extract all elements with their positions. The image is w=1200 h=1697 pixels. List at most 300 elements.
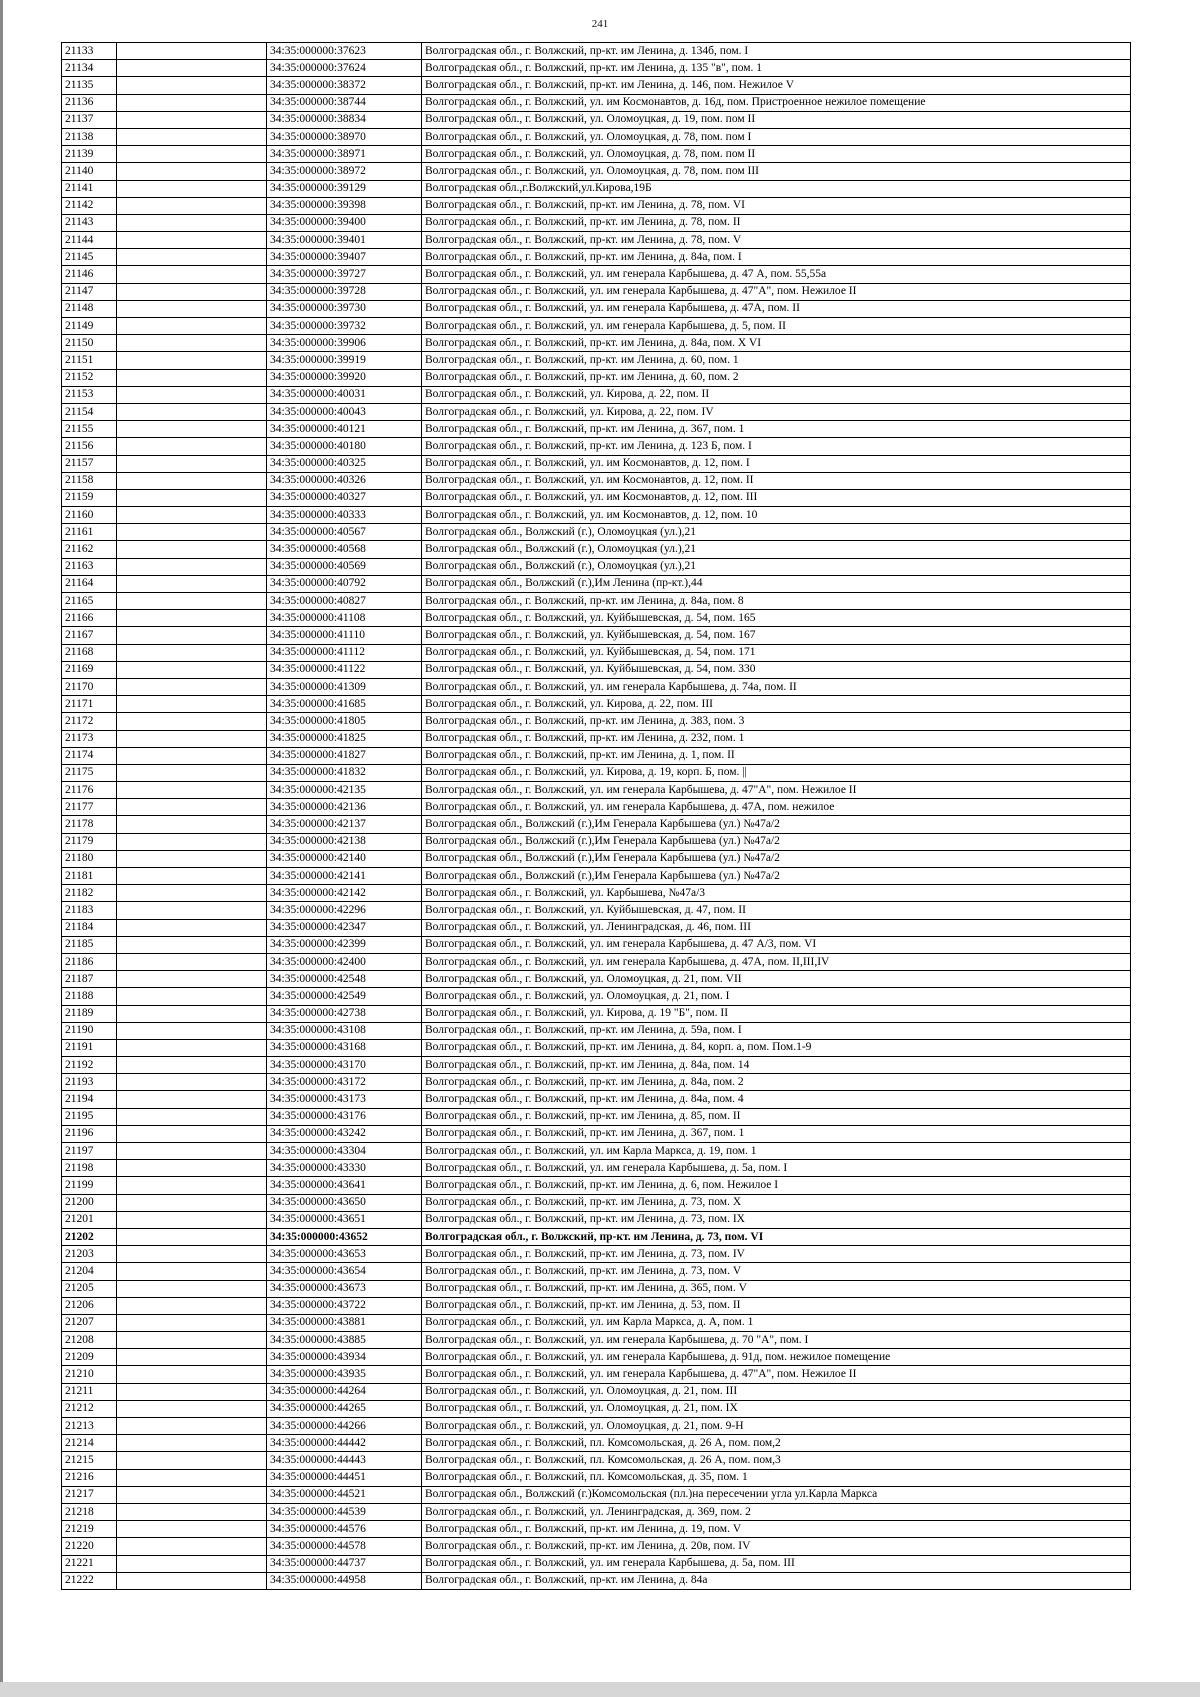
empty-cell (117, 283, 267, 300)
row-number: 21164 (62, 575, 117, 592)
cadastral-number: 34:35:000000:41805 (267, 713, 422, 730)
cadastral-number: 34:35:000000:40792 (267, 575, 422, 592)
empty-cell (117, 489, 267, 506)
empty-cell (117, 1555, 267, 1572)
address: Волгоградская обл., г. Волжский, пр-кт. им Ленина, д. 78, пом. V (422, 232, 1131, 249)
empty-cell (117, 1108, 267, 1125)
row-number: 21177 (62, 799, 117, 816)
empty-cell (117, 730, 267, 747)
table-row (62, 369, 1131, 386)
empty-cell (117, 300, 267, 317)
cadastral-number: 34:35:000000:43651 (267, 1211, 422, 1228)
empty-cell (117, 1246, 267, 1263)
page-number: 241 (591, 18, 609, 30)
cadastral-number: 34:35:000000:44539 (267, 1503, 422, 1520)
table-row (62, 1125, 1131, 1142)
row-number: 21190 (62, 1022, 117, 1039)
empty-cell (117, 1039, 267, 1056)
cadastral-number: 34:35:000000:43168 (267, 1039, 422, 1056)
address: Волгоградская обл., г. Волжский, ул. Ленинградская, д. 46, пом. III (422, 919, 1131, 936)
address: Волгоградская обл., г. Волжский, ул. Куйбышевская, д. 54, пом. 330 (422, 661, 1131, 678)
table-row (62, 713, 1131, 730)
address: Волгоградская обл., г. Волжский, пр-кт. им Ленина, д. 84а, пом. X VI (422, 335, 1131, 352)
cadastral-number: 34:35:000000:38744 (267, 94, 422, 111)
cadastral-number: 34:35:000000:41825 (267, 730, 422, 747)
empty-cell (117, 1177, 267, 1194)
address: Волгоградская обл., г. Волжский, ул. им генерала Карбышева, д. 5, пом. II (422, 318, 1131, 335)
address: Волгоградская обл., г. Волжский, пл. Комсомольская, д. 26 А, пом. пом,2 (422, 1435, 1131, 1452)
table-row (62, 94, 1131, 111)
empty-cell (117, 850, 267, 867)
row-number: 21214 (62, 1435, 117, 1452)
address: Волгоградская обл., г. Волжский, пр-кт. им Ленина, д. 84а, пом. 4 (422, 1091, 1131, 1108)
row-number: 21206 (62, 1297, 117, 1314)
cadastral-number: 34:35:000000:39407 (267, 249, 422, 266)
empty-cell (117, 1521, 267, 1538)
row-number: 21216 (62, 1469, 117, 1486)
address: Волгоградская обл., г. Волжский, пр-кт. им Ленина, д. 84а, пом. I (422, 249, 1131, 266)
table-row (62, 507, 1131, 524)
cadastral-number: 34:35:000000:39728 (267, 283, 422, 300)
cadastral-number: 34:35:000000:39401 (267, 232, 422, 249)
table-row (62, 1297, 1131, 1314)
cadastral-number: 34:35:000000:39129 (267, 180, 422, 197)
table-row (62, 1074, 1131, 1091)
cadastral-number: 34:35:000000:42136 (267, 799, 422, 816)
table-row (62, 249, 1131, 266)
table-row (62, 1486, 1131, 1503)
cadastral-table (61, 42, 1131, 1590)
cadastral-number: 34:35:000000:40326 (267, 472, 422, 489)
row-number: 21202 (62, 1228, 117, 1245)
address: Волгоградская обл., г. Волжский, ул. Оломоуцкая, д. 21, пом. VII (422, 971, 1131, 988)
empty-cell (117, 335, 267, 352)
row-number: 21161 (62, 524, 117, 541)
table-row (62, 953, 1131, 970)
cadastral-number: 34:35:000000:40043 (267, 403, 422, 420)
address: Волгоградская обл., г. Волжский, пр-кт. им Ленина, д. 73, пом. X (422, 1194, 1131, 1211)
address: Волгоградская обл., г. Волжский, ул. им генерала Карбышева, д. 47"А", пом. Нежилое II (422, 283, 1131, 300)
address: Волгоградская обл., г. Волжский, пр-кт. им Ленина, д. 367, пом. 1 (422, 421, 1131, 438)
cadastral-number: 34:35:000000:40569 (267, 558, 422, 575)
row-number: 21178 (62, 816, 117, 833)
empty-cell (117, 318, 267, 335)
row-number: 21142 (62, 197, 117, 214)
table-body (62, 43, 1131, 1590)
row-number: 21147 (62, 283, 117, 300)
empty-cell (117, 644, 267, 661)
row-number: 21209 (62, 1349, 117, 1366)
cadastral-number: 34:35:000000:43722 (267, 1297, 422, 1314)
empty-cell (117, 593, 267, 610)
address: Волгоградская обл., г. Волжский, ул. им генерала Карбышева, д. 47"А", пом. Нежилое II (422, 1366, 1131, 1383)
cadastral-number: 34:35:000000:44578 (267, 1538, 422, 1555)
cadastral-number: 34:35:000000:44442 (267, 1435, 422, 1452)
row-number: 21144 (62, 232, 117, 249)
address: Волгоградская обл., г. Волжский, ул. им генерала Карбышева, д. 47 А, пом. 55,55а (422, 266, 1131, 283)
row-number: 21163 (62, 558, 117, 575)
cadastral-number: 34:35:000000:42137 (267, 816, 422, 833)
cadastral-number: 34:35:000000:38972 (267, 163, 422, 180)
cadastral-number: 34:35:000000:43935 (267, 1366, 422, 1383)
cadastral-number: 34:35:000000:44451 (267, 1469, 422, 1486)
address: Волгоградская обл., г. Волжский, пр-кт. им Ленина, д. 78, пом. II (422, 214, 1131, 231)
table-row (62, 1366, 1131, 1383)
table-row (62, 1143, 1131, 1160)
table-row (62, 885, 1131, 902)
empty-cell (117, 885, 267, 902)
empty-cell (117, 94, 267, 111)
cadastral-number: 34:35:000000:43641 (267, 1177, 422, 1194)
table-row (62, 1280, 1131, 1297)
cadastral-number: 34:35:000000:43170 (267, 1057, 422, 1074)
address: Волгоградская обл., г. Волжский, пр-кт. им Ленина, д. 20в, пом. IV (422, 1538, 1131, 1555)
empty-cell (117, 1211, 267, 1228)
cadastral-number: 34:35:000000:39398 (267, 197, 422, 214)
row-number: 21149 (62, 318, 117, 335)
row-number: 21137 (62, 111, 117, 128)
empty-cell (117, 782, 267, 799)
row-number: 21150 (62, 335, 117, 352)
cadastral-number: 34:35:000000:42400 (267, 953, 422, 970)
address: Волгоградская обл., Волжский (г.),Им Генерала Карбышева (ул.) №47а/2 (422, 868, 1131, 885)
address: Волгоградская обл., г. Волжский, пр-кт. им Ленина, д. 19, пом. V (422, 1521, 1131, 1538)
table-row (62, 318, 1131, 335)
table-row (62, 1005, 1131, 1022)
table-row (62, 1503, 1131, 1520)
cadastral-number: 34:35:000000:38834 (267, 111, 422, 128)
row-number: 21136 (62, 94, 117, 111)
row-number: 21160 (62, 507, 117, 524)
table-row (62, 730, 1131, 747)
empty-cell (117, 128, 267, 145)
row-number: 21187 (62, 971, 117, 988)
empty-cell (117, 249, 267, 266)
row-number: 21155 (62, 421, 117, 438)
cadastral-number: 34:35:000000:39400 (267, 214, 422, 231)
table-row (62, 782, 1131, 799)
table-row (62, 575, 1131, 592)
empty-cell (117, 1383, 267, 1400)
address: Волгоградская обл., г. Волжский, пр-кт. им Ленина, д. 85, пом. II (422, 1108, 1131, 1125)
address: Волгоградская обл., г. Волжский, пл. Комсомольская, д. 35, пом. 1 (422, 1469, 1131, 1486)
cadastral-number: 34:35:000000:44264 (267, 1383, 422, 1400)
cadastral-number: 34:35:000000:44737 (267, 1555, 422, 1572)
table-row (62, 163, 1131, 180)
row-number: 21201 (62, 1211, 117, 1228)
empty-cell (117, 953, 267, 970)
table-row (62, 1246, 1131, 1263)
cadastral-number: 34:35:000000:43885 (267, 1332, 422, 1349)
address: Волгоградская обл., г. Волжский, ул. им Космонавтов, д. 12, пом. II (422, 472, 1131, 489)
table-row (62, 1039, 1131, 1056)
row-number: 21208 (62, 1332, 117, 1349)
empty-cell (117, 1160, 267, 1177)
table-row (62, 1022, 1131, 1039)
table-row (62, 43, 1131, 60)
table-row (62, 696, 1131, 713)
cadastral-number: 34:35:000000:39906 (267, 335, 422, 352)
empty-cell (117, 1194, 267, 1211)
table-row (62, 1538, 1131, 1555)
row-number: 21195 (62, 1108, 117, 1125)
table-row (62, 283, 1131, 300)
row-number: 21185 (62, 936, 117, 953)
row-number: 21188 (62, 988, 117, 1005)
table-row (62, 197, 1131, 214)
row-number: 21168 (62, 644, 117, 661)
row-number: 21172 (62, 713, 117, 730)
cadastral-number: 34:35:000000:42549 (267, 988, 422, 1005)
cadastral-number: 34:35:000000:38970 (267, 128, 422, 145)
empty-cell (117, 541, 267, 558)
empty-cell (117, 1418, 267, 1435)
cadastral-number: 34:35:000000:41827 (267, 747, 422, 764)
row-number: 21152 (62, 369, 117, 386)
cadastral-number: 34:35:000000:38971 (267, 146, 422, 163)
address: Волгоградская обл., г. Волжский, ул. им Космонавтов, д. 12, пом. 10 (422, 507, 1131, 524)
table-row (62, 403, 1131, 420)
empty-cell (117, 575, 267, 592)
address: Волгоградская обл., г. Волжский, ул. Куйбышевская, д. 54, пом. 167 (422, 627, 1131, 644)
cadastral-number: 34:35:000000:43173 (267, 1091, 422, 1108)
empty-cell (117, 1143, 267, 1160)
empty-cell (117, 764, 267, 781)
address: Волгоградская обл., г. Волжский, ул. Оломоуцкая, д. 78, пом. пом I (422, 128, 1131, 145)
cadastral-number: 34:35:000000:42399 (267, 936, 422, 953)
row-number: 21165 (62, 593, 117, 610)
empty-cell (117, 1486, 267, 1503)
address: Волгоградская обл., г. Волжский, ул. Оломоуцкая, д. 78, пом. пом II (422, 146, 1131, 163)
address: Волгоградская обл., г. Волжский, ул. Оломоуцкая, д. 21, пом. III (422, 1383, 1131, 1400)
address: Волгоградская обл., Волжский (г.), Оломоуцкая (ул.),21 (422, 524, 1131, 541)
cadastral-number: 34:35:000000:41685 (267, 696, 422, 713)
table-row (62, 1383, 1131, 1400)
table-row (62, 1177, 1131, 1194)
cadastral-number: 34:35:000000:39732 (267, 318, 422, 335)
empty-cell (117, 1057, 267, 1074)
cadastral-number: 34:35:000000:41112 (267, 644, 422, 661)
row-number: 21141 (62, 180, 117, 197)
cadastral-number: 34:35:000000:43108 (267, 1022, 422, 1039)
cadastral-number: 34:35:000000:39920 (267, 369, 422, 386)
address: Волгоградская обл., г. Волжский, пр-кт. им Ленина, д. 383, пом. 3 (422, 713, 1131, 730)
row-number: 21210 (62, 1366, 117, 1383)
empty-cell (117, 403, 267, 420)
empty-cell (117, 868, 267, 885)
cadastral-number: 34:35:000000:43934 (267, 1349, 422, 1366)
table-row (62, 77, 1131, 94)
empty-cell (117, 146, 267, 163)
table-row (62, 1228, 1131, 1245)
address: Волгоградская обл., г. Волжский, пр-кт. им Ленина, д. 73, пом. VI (422, 1228, 1131, 1245)
row-number: 21180 (62, 850, 117, 867)
address: Волгоградская обл., Волжский (г.),Им Генерала Карбышева (ул.) №47а/2 (422, 816, 1131, 833)
empty-cell (117, 1435, 267, 1452)
empty-cell (117, 232, 267, 249)
address: Волгоградская обл., г. Волжский, ул. им генерала Карбышева, д. 47А, пом. II (422, 300, 1131, 317)
empty-cell (117, 902, 267, 919)
cadastral-number: 34:35:000000:43242 (267, 1125, 422, 1142)
row-number: 21173 (62, 730, 117, 747)
address: Волгоградская обл., г. Волжский, ул. Оломоуцкая, д. 19, пом. пом II (422, 111, 1131, 128)
row-number: 21193 (62, 1074, 117, 1091)
empty-cell (117, 747, 267, 764)
empty-cell (117, 1469, 267, 1486)
cadastral-number: 34:35:000000:41122 (267, 661, 422, 678)
address: Волгоградская обл., г. Волжский, пр-кт. им Ленина, д. 365, пом. V (422, 1280, 1131, 1297)
table-row (62, 1418, 1131, 1435)
cadastral-number: 34:35:000000:44576 (267, 1521, 422, 1538)
row-number: 21220 (62, 1538, 117, 1555)
empty-cell (117, 369, 267, 386)
row-number: 21166 (62, 610, 117, 627)
empty-cell (117, 421, 267, 438)
cadastral-number: 34:35:000000:40121 (267, 421, 422, 438)
address: Волгоградская обл., г. Волжский, ул. им Карла Маркса, д. А, пом. 1 (422, 1314, 1131, 1331)
cadastral-number: 34:35:000000:42296 (267, 902, 422, 919)
cadastral-number: 34:35:000000:37623 (267, 43, 422, 60)
empty-cell (117, 1228, 267, 1245)
empty-cell (117, 627, 267, 644)
row-number: 21211 (62, 1383, 117, 1400)
cadastral-number: 34:35:000000:41309 (267, 678, 422, 695)
address: Волгоградская обл., г. Волжский, пр-кт. им Ленина, д. 84а, пом. 8 (422, 593, 1131, 610)
table-row (62, 1263, 1131, 1280)
address: Волгоградская обл., г. Волжский, ул. им генерала Карбышева, д. 70 "А", пом. I (422, 1332, 1131, 1349)
address: Волгоградская обл., г. Волжский, ул. Куйбышевская, д. 54, пом. 165 (422, 610, 1131, 627)
cadastral-number: 34:35:000000:42135 (267, 782, 422, 799)
empty-cell (117, 1314, 267, 1331)
address: Волгоградская обл., г. Волжский, ул. Кирова, д. 19 "Б", пом. II (422, 1005, 1131, 1022)
address: Волгоградская обл., г. Волжский, пр-кт. им Ленина, д. 134б, пом. I (422, 43, 1131, 60)
address: Волгоградская обл., г. Волжский, пр-кт. им Ленина, д. 60, пом. 2 (422, 369, 1131, 386)
empty-cell (117, 455, 267, 472)
table-row (62, 610, 1131, 627)
table-row (62, 764, 1131, 781)
empty-cell (117, 163, 267, 180)
address: Волгоградская обл., г. Волжский, ул. им генерала Карбышева, д. 91д, пом. нежилое помещение (422, 1349, 1131, 1366)
empty-cell (117, 1074, 267, 1091)
row-number: 21219 (62, 1521, 117, 1538)
empty-cell (117, 1297, 267, 1314)
table-row (62, 593, 1131, 610)
row-number: 21179 (62, 833, 117, 850)
cadastral-number: 34:35:000000:41108 (267, 610, 422, 627)
row-number: 21196 (62, 1125, 117, 1142)
empty-cell (117, 713, 267, 730)
empty-cell (117, 386, 267, 403)
table-row (62, 472, 1131, 489)
table-row (62, 60, 1131, 77)
empty-cell (117, 77, 267, 94)
address: Волгоградская обл., г. Волжский, ул. им генерала Карбышева, д. 47"А", пом. Нежилое II (422, 782, 1131, 799)
empty-cell (117, 661, 267, 678)
cadastral-number: 34:35:000000:39730 (267, 300, 422, 317)
cadastral-number: 34:35:000000:40568 (267, 541, 422, 558)
row-number: 21135 (62, 77, 117, 94)
empty-cell (117, 971, 267, 988)
table-row (62, 627, 1131, 644)
row-number: 21198 (62, 1160, 117, 1177)
address: Волгоградская обл., г. Волжский, ул. Оломоуцкая, д. 21, пом. I (422, 988, 1131, 1005)
empty-cell (117, 1091, 267, 1108)
table-row (62, 489, 1131, 506)
row-number: 21186 (62, 953, 117, 970)
address: Волгоградская обл., г. Волжский, пр-кт. им Ленина, д. 59а, пом. I (422, 1022, 1131, 1039)
empty-cell (117, 1366, 267, 1383)
row-number: 21182 (62, 885, 117, 902)
address: Волгоградская обл., г. Волжский, пр-кт. им Ленина, д. 60, пом. 1 (422, 352, 1131, 369)
empty-cell (117, 988, 267, 1005)
cadastral-number: 34:35:000000:41832 (267, 764, 422, 781)
empty-cell (117, 266, 267, 283)
row-number: 21138 (62, 128, 117, 145)
row-number: 21215 (62, 1452, 117, 1469)
row-number: 21212 (62, 1400, 117, 1417)
table-row (62, 1194, 1131, 1211)
row-number: 21200 (62, 1194, 117, 1211)
address: Волгоградская обл., г. Волжский, ул. Куйбышевская, д. 54, пом. 171 (422, 644, 1131, 661)
row-number: 21157 (62, 455, 117, 472)
row-number: 21169 (62, 661, 117, 678)
table-row (62, 1108, 1131, 1125)
table-row (62, 678, 1131, 695)
cadastral-number: 34:35:000000:39727 (267, 266, 422, 283)
empty-cell (117, 678, 267, 695)
empty-cell (117, 833, 267, 850)
table-row (62, 1452, 1131, 1469)
row-number: 21217 (62, 1486, 117, 1503)
address: Волгоградская обл., г. Волжский, ул. Карбышева, №47а/3 (422, 885, 1131, 902)
empty-cell (117, 1005, 267, 1022)
table-row (62, 541, 1131, 558)
table-row (62, 1091, 1131, 1108)
address: Волгоградская обл., Волжский (г.)Комсомольская (пл.)на пересечении угла ул.Карла Маркса (422, 1486, 1131, 1503)
scan-left-edge (0, 0, 3, 1697)
table-row (62, 1400, 1131, 1417)
address: Волгоградская обл., г. Волжский, ул. Кирова, д. 22, пом. IV (422, 403, 1131, 420)
address: Волгоградская обл., г. Волжский, пр-кт. им Ленина, д. 53, пом. II (422, 1297, 1131, 1314)
address: Волгоградская обл., г. Волжский, ул. Куйбышевская, д. 47, пом. II (422, 902, 1131, 919)
table-row (62, 421, 1131, 438)
cadastral-number: 34:35:000000:43653 (267, 1246, 422, 1263)
cadastral-number: 34:35:000000:40180 (267, 438, 422, 455)
cadastral-number: 34:35:000000:43172 (267, 1074, 422, 1091)
cadastral-number: 34:35:000000:40327 (267, 489, 422, 506)
address: Волгоградская обл., Волжский (г.), Оломоуцкая (ул.),21 (422, 558, 1131, 575)
cadastral-number: 34:35:000000:40333 (267, 507, 422, 524)
address: Волгоградская обл., г. Волжский, ул. Кирова, д. 19, корп. Б, пом. || (422, 764, 1131, 781)
row-number: 21170 (62, 678, 117, 695)
row-number: 21191 (62, 1039, 117, 1056)
cadastral-number: 34:35:000000:43673 (267, 1280, 422, 1297)
row-number: 21133 (62, 43, 117, 60)
row-number: 21175 (62, 764, 117, 781)
address: Волгоградская обл., г. Волжский, ул. Ленинградская, д. 369, пом. 2 (422, 1503, 1131, 1520)
empty-cell (117, 352, 267, 369)
address: Волгоградская обл., г. Волжский, ул. Оломоуцкая, д. 21, пом. 9-Н (422, 1418, 1131, 1435)
row-number: 21167 (62, 627, 117, 644)
cadastral-number: 34:35:000000:43881 (267, 1314, 422, 1331)
table-row (62, 300, 1131, 317)
cadastral-number: 34:35:000000:44958 (267, 1572, 422, 1589)
empty-cell (117, 1263, 267, 1280)
empty-cell (117, 60, 267, 77)
address: Волгоградская обл.,г.Волжский,ул.Кирова,19Б (422, 180, 1131, 197)
empty-cell (117, 524, 267, 541)
table-row (62, 816, 1131, 833)
